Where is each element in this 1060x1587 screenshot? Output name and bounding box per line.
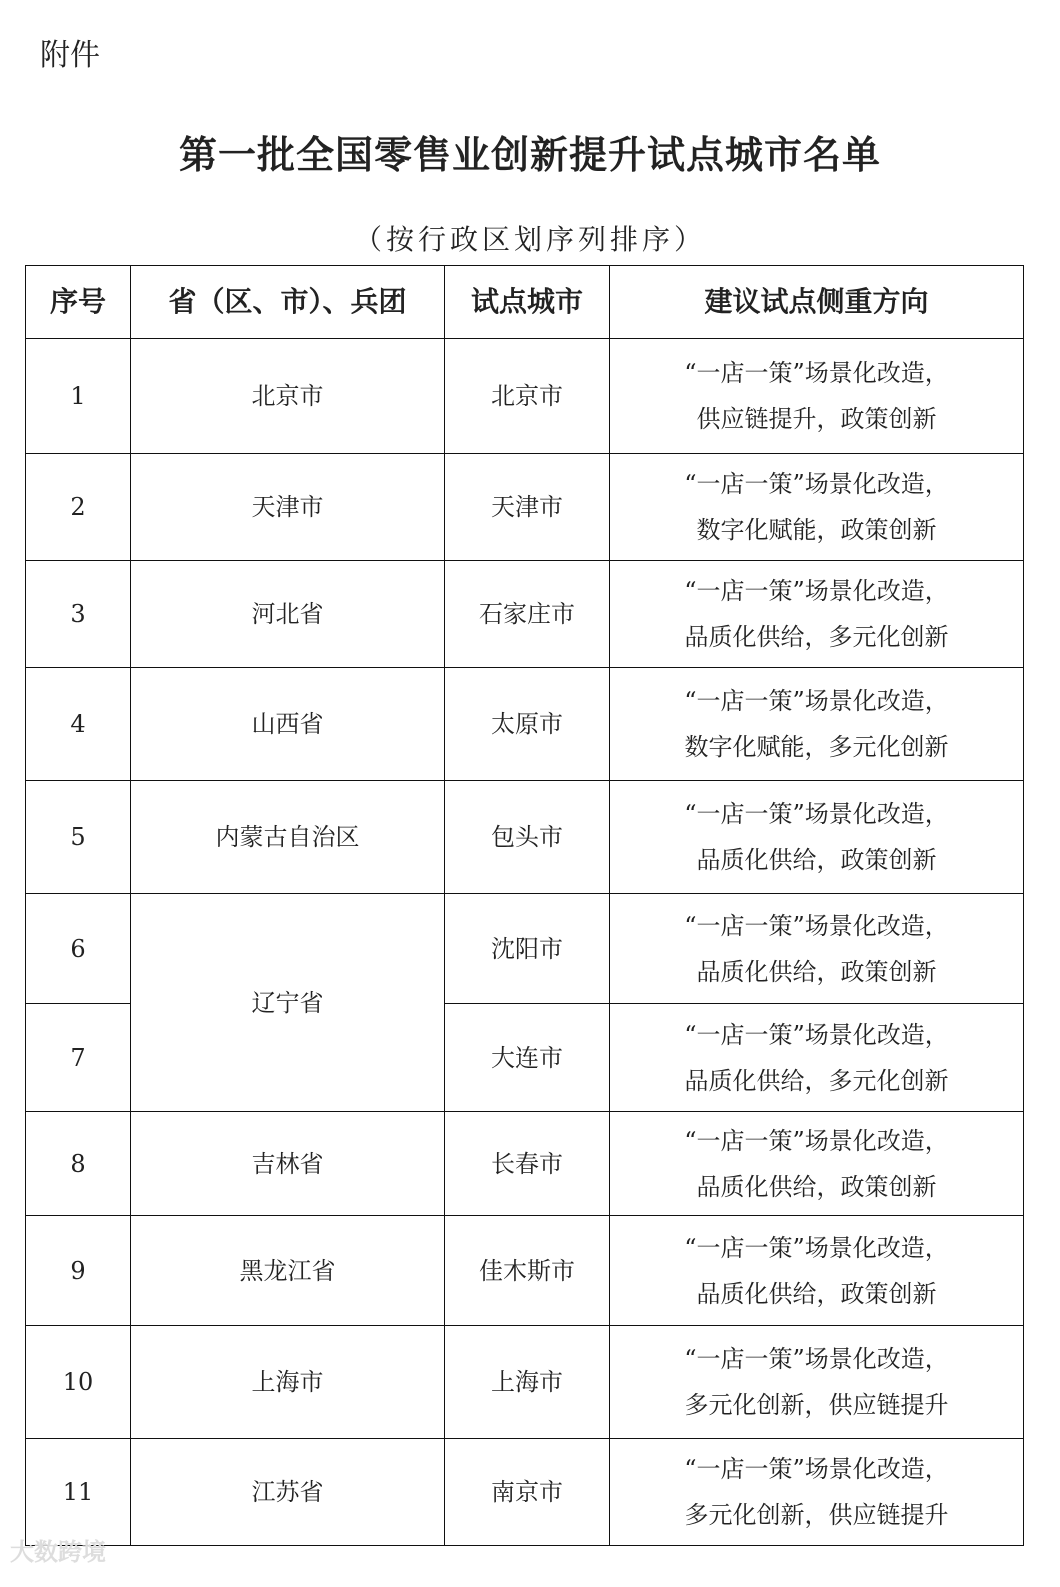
city-list-table — [25, 265, 1024, 1546]
direction-line-1: “一店一策”场景化改造， — [684, 1455, 949, 1483]
table-row — [26, 894, 1024, 1004]
cell-no: 9 — [26, 1216, 131, 1326]
cell-province: 北京市 — [131, 339, 445, 454]
cell-direction — [610, 1004, 1024, 1112]
cell-no: 10 — [26, 1326, 131, 1439]
direction-line-2: 品质化供给，多元化创新 — [684, 623, 949, 651]
table-row — [26, 1326, 1024, 1439]
cell-province: 黑龙江省 — [131, 1216, 445, 1326]
cell-no: 7 — [26, 1004, 131, 1112]
cell-direction — [610, 454, 1024, 561]
cell-city: 太原市 — [445, 668, 610, 781]
header-city: 试点城市 — [445, 266, 610, 339]
direction-line-2: 多元化创新，供应链提升 — [684, 1391, 949, 1419]
direction-line-1: “一店一策”场景化改造， — [684, 470, 949, 498]
cell-no: 4 — [26, 668, 131, 781]
cell-no: 2 — [26, 454, 131, 561]
direction-line-1: “一店一策”场景化改造， — [684, 1126, 949, 1155]
direction-line-2: 品质化供给，多元化创新 — [684, 1066, 949, 1095]
document-subtitle: （按行政区划序列排序） — [353, 223, 706, 256]
cell-direction — [610, 668, 1024, 781]
table-row — [26, 1112, 1024, 1216]
cell-no: 1 — [26, 339, 131, 454]
direction-line-1: “一店一策”场景化改造， — [684, 359, 949, 387]
cell-province: 江苏省 — [131, 1439, 445, 1546]
direction-line-1: “一店一策”场景化改造， — [684, 577, 949, 605]
direction-line-2: 数字化赋能，多元化创新 — [684, 733, 949, 761]
cell-province: 山西省 — [131, 668, 445, 781]
table-row — [26, 454, 1024, 561]
direction-line-2: 品质化供给，政策创新 — [696, 957, 937, 986]
direction-line-1: “一店一策”场景化改造， — [684, 911, 949, 940]
direction-line-2: 品质化供给，政策创新 — [696, 1172, 937, 1201]
cell-no: 6 — [26, 894, 131, 1004]
attachment-label: 附件 — [40, 38, 100, 73]
direction-line-1: “一店一策”场景化改造， — [684, 1345, 949, 1373]
cell-city: 大连市 — [445, 1004, 610, 1112]
table-row — [26, 668, 1024, 781]
cell-direction — [610, 339, 1024, 454]
cell-city: 佳木斯市 — [445, 1216, 610, 1326]
cell-city: 南京市 — [445, 1439, 610, 1546]
cell-direction — [610, 894, 1024, 1004]
direction-line-2: 品质化供给，政策创新 — [696, 846, 937, 874]
direction-line-1: “一店一策”场景化改造， — [684, 1233, 949, 1262]
cell-city: 长春市 — [445, 1112, 610, 1216]
direction-line-1: “一店一策”场景化改造， — [684, 800, 949, 828]
cell-city: 沈阳市 — [445, 894, 610, 1004]
cell-province: 内蒙古自治区 — [131, 781, 445, 894]
cell-city: 天津市 — [445, 454, 610, 561]
table-row — [26, 1216, 1024, 1326]
table-row — [26, 561, 1024, 668]
direction-line-1: “一店一策”场景化改造， — [684, 687, 949, 715]
watermark: 大数跨境 — [10, 1538, 106, 1566]
cell-city: 包头市 — [445, 781, 610, 894]
cell-no: 11 — [26, 1439, 131, 1546]
cell-province: 河北省 — [131, 561, 445, 668]
cell-no: 3 — [26, 561, 131, 668]
cell-city: 石家庄市 — [445, 561, 610, 668]
cell-direction — [610, 1326, 1024, 1439]
table-row — [26, 339, 1024, 454]
cell-city: 北京市 — [445, 339, 610, 454]
table-header-row — [26, 266, 1024, 339]
direction-line-2: 品质化供给，政策创新 — [696, 1279, 937, 1308]
cell-direction — [610, 561, 1024, 668]
cell-province: 天津市 — [131, 454, 445, 561]
cell-direction — [610, 1439, 1024, 1546]
header-province: 省（区、市）、兵团 — [131, 266, 445, 339]
cell-province: 吉林省 — [131, 1112, 445, 1216]
direction-line-2: 供应链提升，政策创新 — [696, 405, 937, 433]
document-title: 第一批全国零售业创新提升试点城市名单 — [178, 132, 881, 177]
cell-no: 8 — [26, 1112, 131, 1216]
cell-province: 上海市 — [131, 1326, 445, 1439]
cell-city: 上海市 — [445, 1326, 610, 1439]
direction-line-2: 数字化赋能，政策创新 — [696, 516, 937, 544]
direction-line-1: “一店一策”场景化改造， — [684, 1020, 949, 1049]
table-row — [26, 1439, 1024, 1546]
cell-province: 辽宁省 — [131, 894, 445, 1112]
table-row — [26, 781, 1024, 894]
cell-direction — [610, 1216, 1024, 1326]
header-direction: 建议试点侧重方向 — [610, 266, 1024, 339]
header-no: 序号 — [26, 266, 131, 339]
cell-direction — [610, 1112, 1024, 1216]
cell-direction — [610, 781, 1024, 894]
direction-line-2: 多元化创新，供应链提升 — [684, 1501, 949, 1529]
cell-no: 5 — [26, 781, 131, 894]
